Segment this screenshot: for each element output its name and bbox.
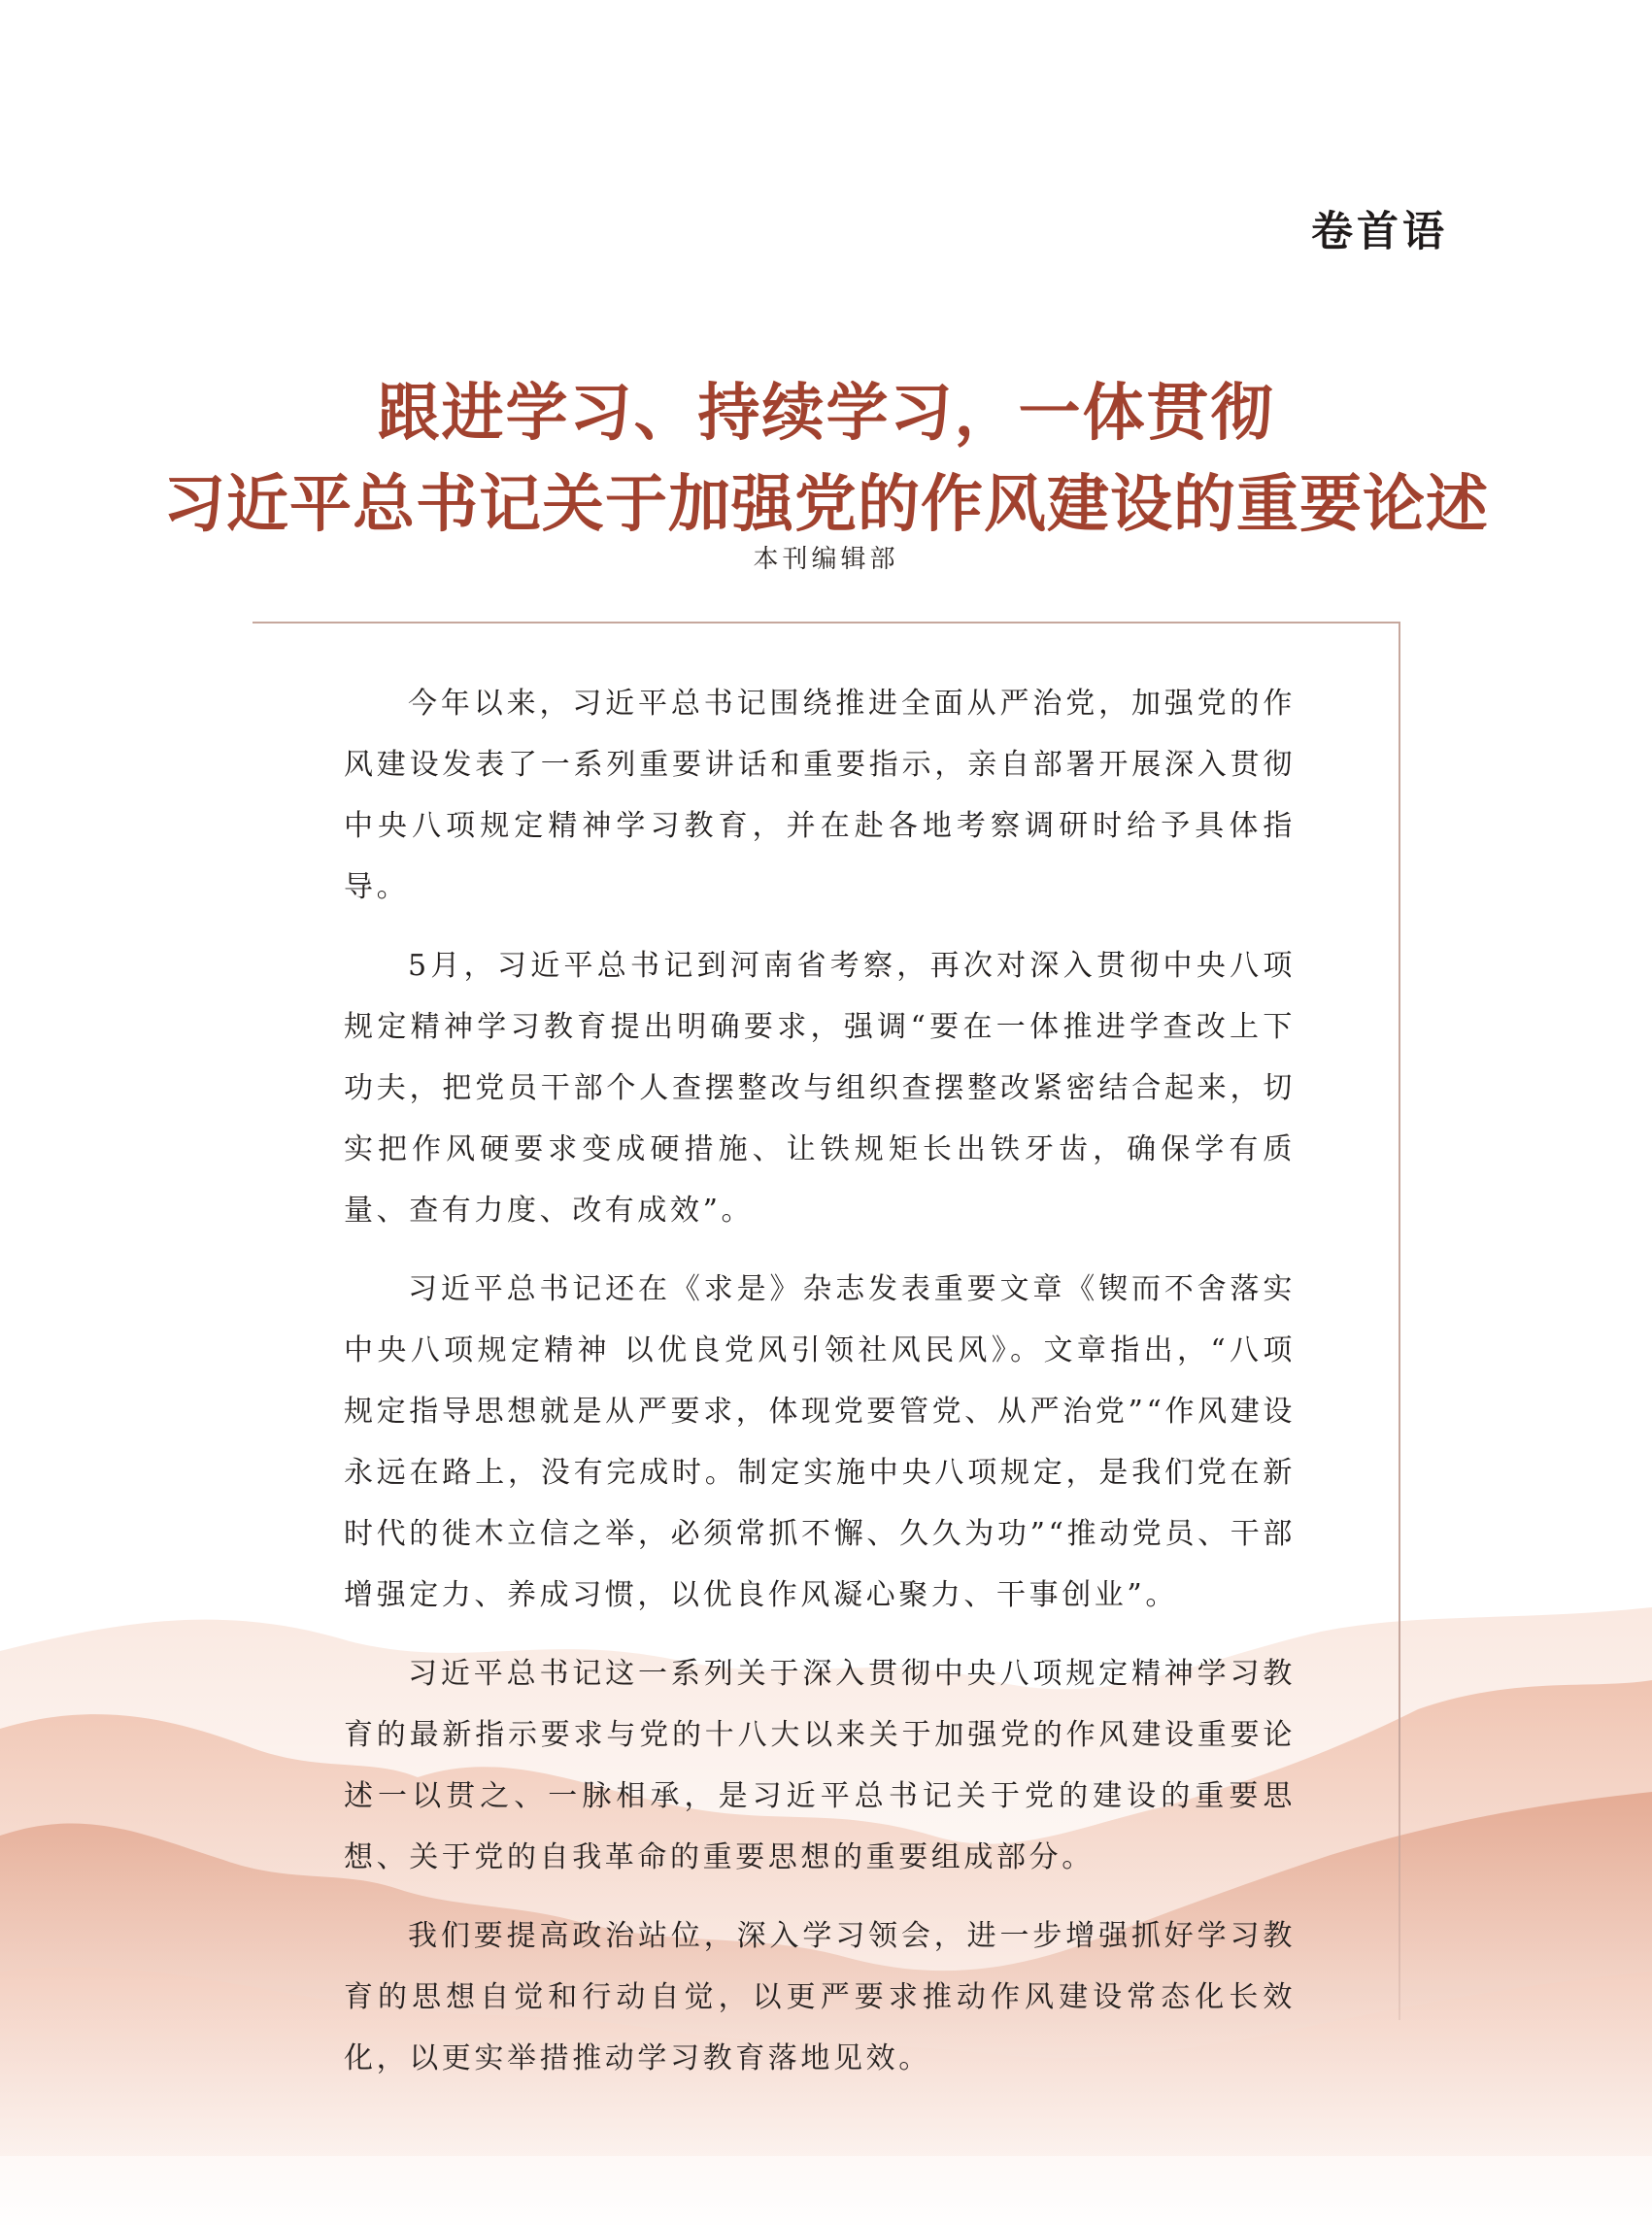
- paragraph: 习近平总书记还在《求是》杂志发表重要文章《锲而不舍落实中央八项规定精神 以优良党风引领社风民风》。文章指出，“八项规定指导思想就是从严要求，体现党要管党、从严治党”“作风建设永远在路上，没有完成时。制定实施中央八项规定，是我们党在新时代的徙木立信之举，必须常抓不懈、久久为功”“推动党员、干部增强定力、养成习惯，以优良作风凝心聚力、干事创业”。: [344, 1272, 1296, 1612]
- article-title-line-2: 习近平总书记关于加强党的作风建设的重要论述: [163, 468, 1489, 541]
- paragraph: 5月，习近平总书记到河南省考察，再次对深入贯彻中央八项规定精神学习教育提出明确要求，强调“要在一体推进学查改上下功夫，把党员干部个人查摆整改与组织查摆整改紧密结合起来，切实把作风硬要求变成硬措施、让铁规矩长出铁牙齿，确保学有质量、查有力度、改有成效”。: [344, 949, 1296, 1228]
- paragraph: 今年以来，习近平总书记围绕推进全面从严治党，加强党的作风建设发表了一系列重要讲话和重要指示，亲自部署开展深入贯彻中央八项规定精神学习教育，并在赴各地考察调研时给予具体指导。: [344, 687, 1296, 904]
- section-label: 卷首语: [1311, 208, 1448, 256]
- paragraph: 我们要提高政治站位，深入学习领会，进一步增强抓好学习教育的思想自觉和行动自觉，以更严要求推动作风建设常态化长效化，以更实举措推动学习教育落地见效。: [344, 1919, 1296, 2075]
- article-title-line-1: 跟进学习、持续学习，一体贯彻: [377, 377, 1275, 450]
- paragraph: 习近平总书记这一系列关于深入贯彻中央八项规定精神学习教育的最新指示要求与党的十八大以来关于加强党的作风建设重要论述一以贯之、一脉相承，是习近平总书记关于党的建设的重要思想、关于党的自我革命的重要思想的重要组成部分。: [344, 1657, 1296, 1874]
- frame-right-rule: [1399, 622, 1400, 2020]
- article-body: [344, 673, 1296, 2107]
- frame-top-rule: [253, 622, 1400, 624]
- article-byline: 本刊编辑部: [753, 545, 899, 574]
